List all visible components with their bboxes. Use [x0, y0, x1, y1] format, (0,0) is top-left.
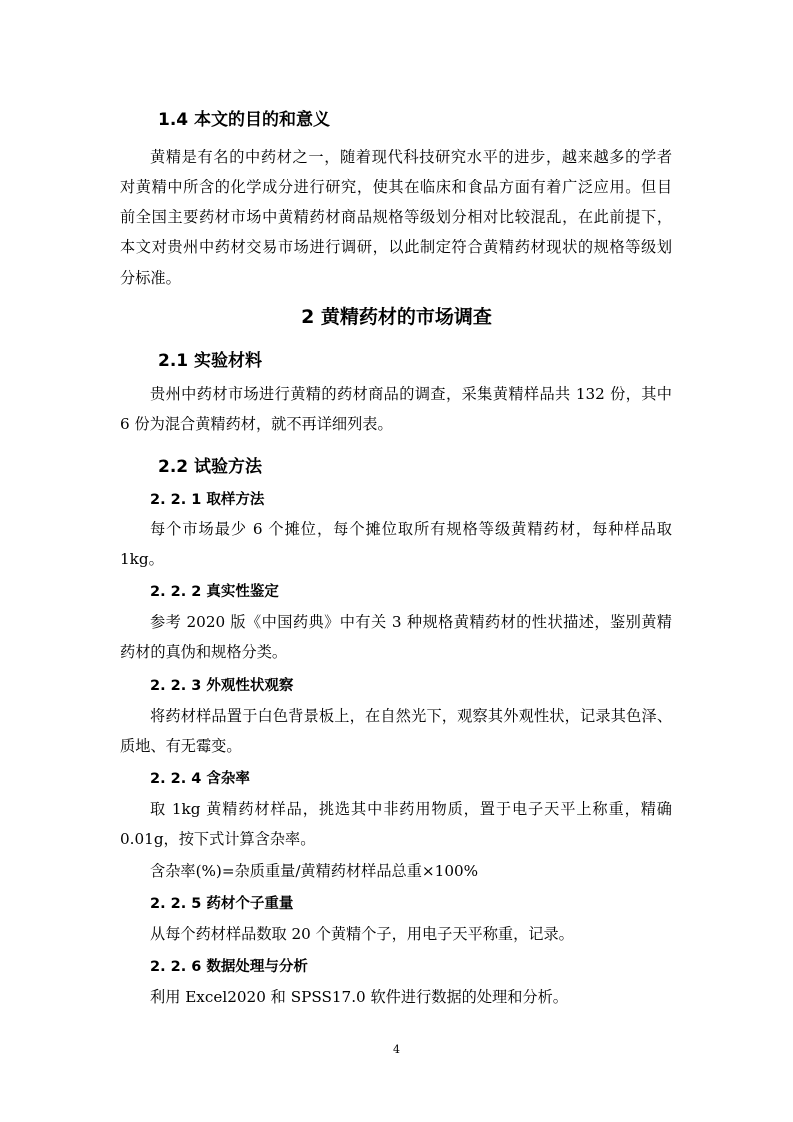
- paragraph-line: 0.01g，按下式计算含杂率。: [120, 830, 316, 848]
- page-number: 4: [393, 1043, 400, 1056]
- paragraph-line: 贵州中药材市场进行黄精的药材商品的调查，采集黄精样品共 132 份，其中: [150, 385, 672, 403]
- formula-line: 含杂率(%)=杂质重量/黄精药材样品总重×100%: [150, 862, 479, 880]
- heading-2-1: 2.1 实验材料: [158, 351, 263, 371]
- paragraph-line: 分标准。: [120, 269, 181, 287]
- paragraph-line: 参考 2020 版《中国药典》中有关 3 种规格黄精药材的性状描述，鉴别黄精: [150, 613, 672, 631]
- paragraph-line: 6 份为混合黄精药材，就不再详细列表。: [120, 415, 393, 433]
- heading-2-2-4: 2. 2. 4 含杂率: [150, 771, 250, 787]
- heading-2-2-6: 2. 2. 6 数据处理与分析: [150, 959, 308, 975]
- heading-2-2-2: 2. 2. 2 真实性鉴定: [150, 584, 279, 600]
- paragraph-line: 1kg。: [120, 550, 164, 568]
- paragraph-line: 对黄精中所含的化学成分进行研究，使其在临床和食品方面有着广泛应用。但目: [120, 178, 672, 196]
- paragraph-line: 前全国主要药材市场中黄精药材商品规格等级划分相对比较混乱，在此前提下，: [120, 208, 672, 226]
- heading-2-2-5: 2. 2. 5 药材个子重量: [150, 896, 294, 912]
- paragraph-line: 取 1kg 黄精药材样品，挑选其中非药用物质，置于电子天平上称重，精确: [150, 800, 672, 818]
- paragraph-line: 黄精是有名的中药材之一，随着现代科技研究水平的进步，越来越多的学者: [150, 148, 672, 166]
- paragraph-line: 将药材样品置于白色背景板上，在自然光下，观察其外观性状，记录其色泽、: [150, 707, 672, 725]
- heading-2-2: 2.2 试验方法: [158, 457, 263, 477]
- paragraph-line: 药材的真伪和规格分类。: [120, 643, 288, 661]
- chapter-2-heading: 2 黄精药材的市场调查: [301, 306, 492, 328]
- heading-2-2-1: 2. 2. 1 取样方法: [150, 492, 265, 508]
- paragraph-line: 从每个药材样品数取 20 个黄精个子，用电子天平称重，记录。: [150, 925, 574, 943]
- heading-1-4: 1.4 本文的目的和意义: [158, 110, 331, 130]
- paragraph-line: 本文对贵州中药材交易市场进行调研，以此制定符合黄精药材现状的规格等级划: [120, 238, 672, 256]
- paragraph-line: 每个市场最少 6 个摊位，每个摊位取所有规格等级黄精药材，每种样品取: [150, 520, 672, 538]
- paragraph-line: 质地、有无霉变。: [120, 737, 242, 755]
- heading-2-2-3: 2. 2. 3 外观性状观察: [150, 678, 294, 694]
- paragraph-line: 利用 Excel2020 和 SPSS17.0 软件进行数据的处理和分析。: [150, 988, 568, 1006]
